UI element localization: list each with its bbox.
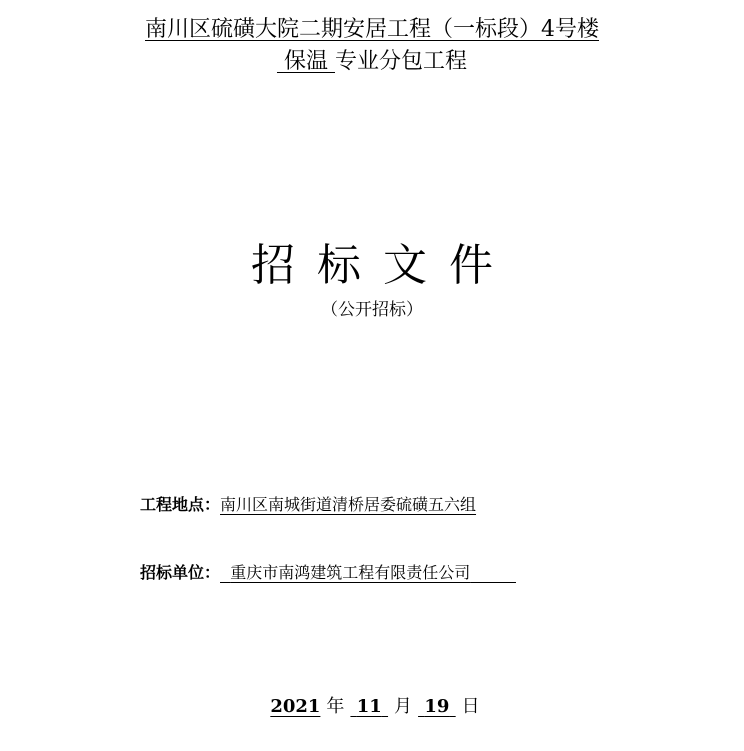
document-subtitle: （公开招标）	[321, 300, 423, 320]
project-location-row	[140, 493, 476, 517]
date-month-unit: 月	[394, 696, 413, 717]
document-title: 招标文件	[251, 240, 515, 291]
issue-date	[0, 694, 744, 720]
tendering-unit-row	[140, 561, 516, 585]
project-location-label: 工程地点：	[140, 495, 221, 514]
date-year-unit: 年	[326, 696, 345, 717]
date-month-value: 11	[356, 696, 382, 717]
tendering-unit-underline	[220, 563, 516, 582]
tendering-unit-label: 招标单位：	[140, 563, 221, 582]
project-title-line2	[0, 46, 744, 78]
project-location-value: 南川区南城街道清桥居委硫磺五六组	[220, 495, 477, 514]
tendering-unit-value: 重庆市南鸿建筑工程有限责任公司	[230, 563, 471, 582]
project-title-line1: 南川区硫磺大院二期安居工程（一标段）4号楼	[145, 17, 599, 42]
date-year: 2021	[270, 696, 321, 717]
date-month	[344, 696, 394, 717]
project-scope-text: 保温	[283, 49, 328, 74]
date-day	[412, 696, 462, 717]
project-scope-underlined	[277, 49, 335, 74]
date-day-unit: 日	[461, 696, 480, 717]
date-day-value: 19	[424, 696, 450, 717]
project-scope-suffix: 专业分包工程	[335, 49, 468, 74]
